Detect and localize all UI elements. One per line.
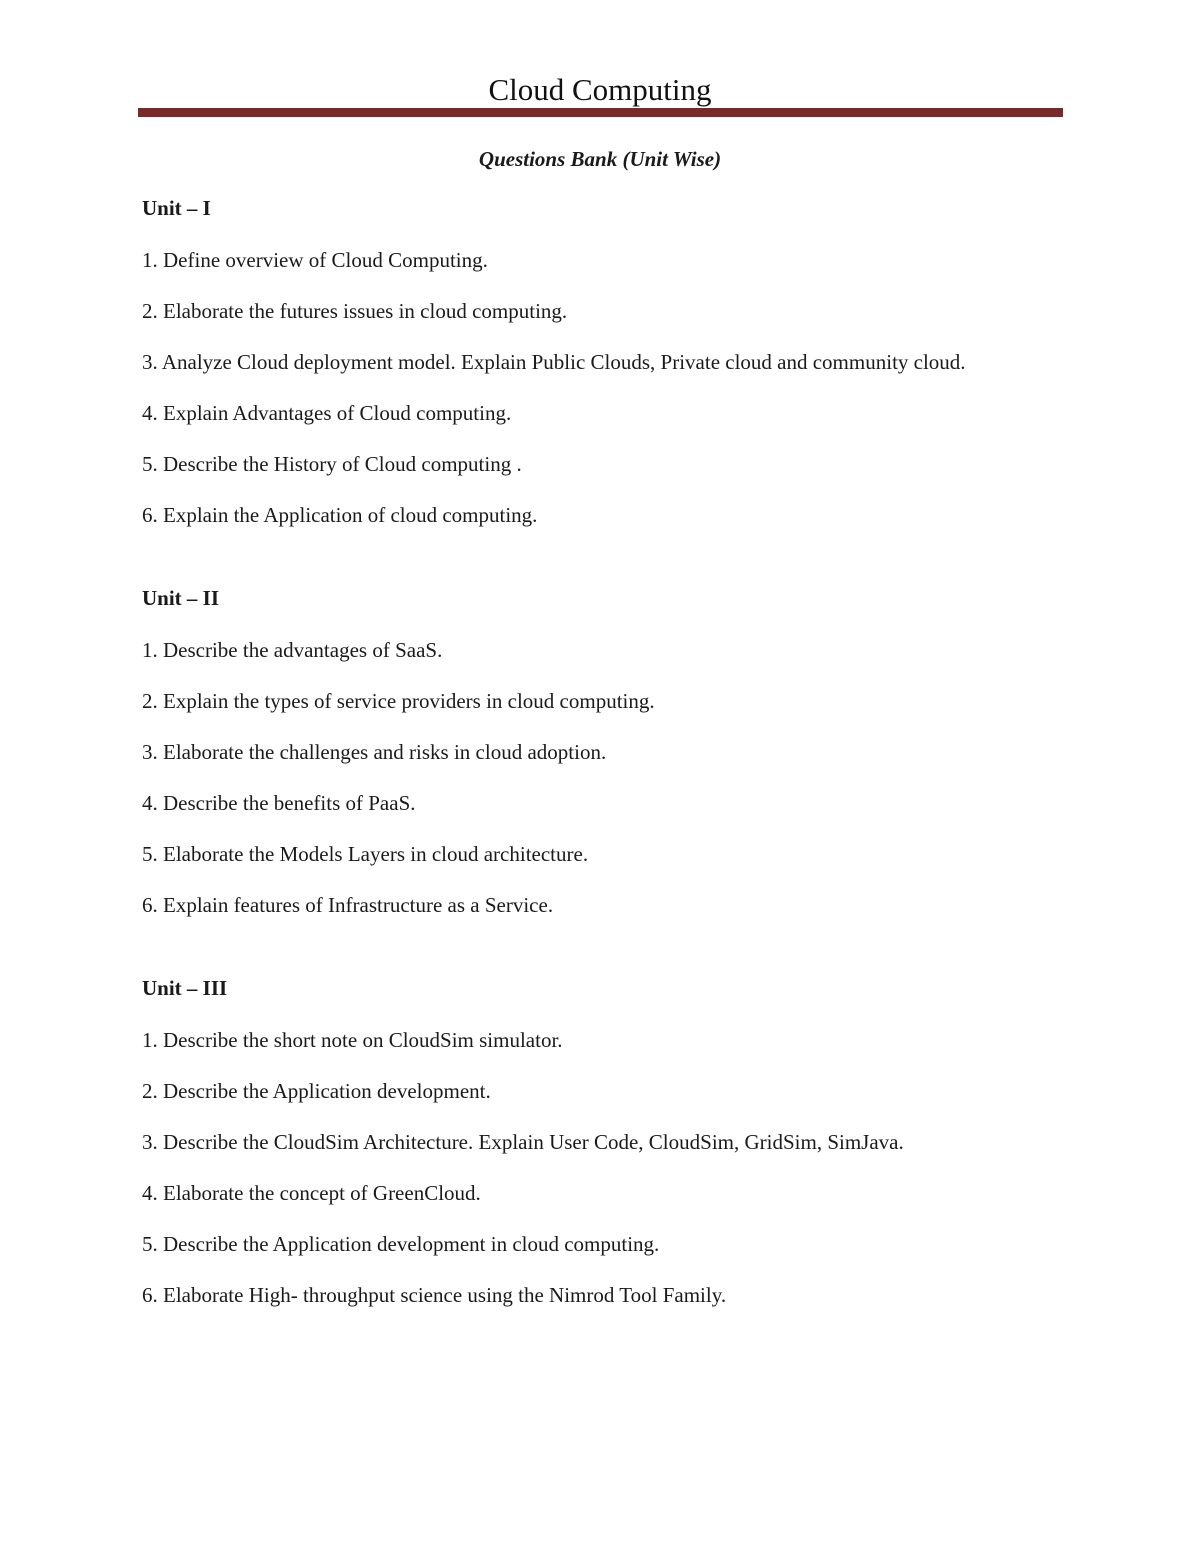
document-title: Cloud Computing	[488, 72, 712, 107]
question-item: 5. Elaborate the Models Layers in cloud architecture.	[142, 842, 589, 866]
unit-heading: Unit – III	[142, 976, 228, 1000]
unit-section	[142, 973, 1060, 1311]
question-item: 1. Describe the short note on CloudSim simulator.	[142, 1028, 563, 1052]
question-item: 1. Define overview of Cloud Computing.	[142, 248, 488, 272]
question-item: 4. Explain Advantages of Cloud computing.	[142, 401, 512, 425]
question-item: 2. Describe the Application development.	[142, 1079, 491, 1103]
question-item: 5. Describe the History of Cloud computing .	[142, 452, 522, 476]
unit-section	[142, 193, 1060, 531]
question-item: 6. Explain features of Infrastructure as a Service.	[142, 893, 554, 917]
unit-heading: Unit – I	[142, 196, 211, 220]
question-item: 4. Elaborate the concept of GreenCloud.	[142, 1181, 481, 1205]
question-bank-content	[142, 193, 1060, 1330]
question-item: 2. Explain the types of service providers in cloud computing.	[142, 689, 655, 713]
question-item: 2. Elaborate the futures issues in cloud computing.	[142, 299, 568, 323]
question-item: 3. Elaborate the challenges and risks in cloud adoption.	[142, 740, 607, 764]
question-item: 3. Describe the CloudSim Architecture. Explain User Code, CloudSim, GridSim, SimJava.	[142, 1130, 904, 1154]
question-item: 1. Describe the advantages of SaaS.	[142, 638, 443, 662]
title-divider	[138, 108, 1063, 117]
unit-heading: Unit – II	[142, 586, 220, 610]
question-item: 5. Describe the Application development in cloud computing.	[142, 1232, 660, 1256]
question-item: 6. Elaborate High- throughput science using the Nimrod Tool Family.	[142, 1283, 727, 1307]
question-item: 4. Describe the benefits of PaaS.	[142, 791, 416, 815]
question-item: 6. Explain the Application of cloud computing.	[142, 503, 538, 527]
question-item: 3. Analyze Cloud deployment model. Explain Public Clouds, Private cloud and community cloud.	[142, 350, 966, 374]
unit-section	[142, 583, 1060, 921]
document-subtitle: Questions Bank (Unit Wise)	[478, 147, 722, 171]
